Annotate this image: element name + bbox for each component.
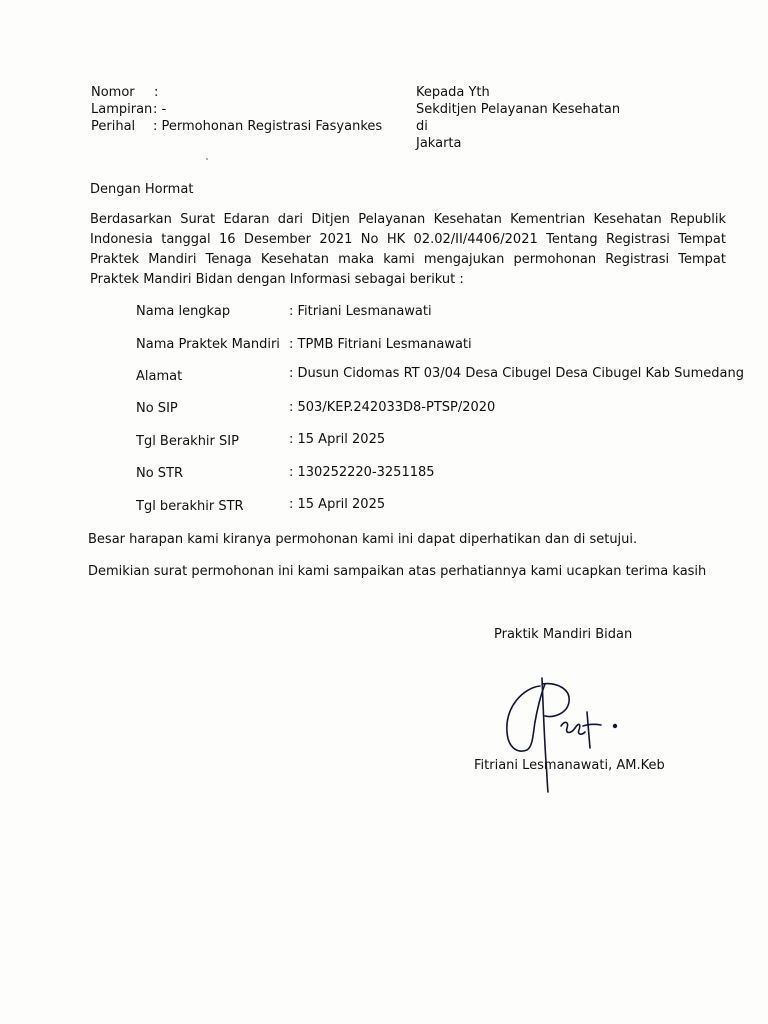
scan-speck xyxy=(206,158,208,160)
closing-line-2: Demikian surat permohonan ini kami sampaikan atas perhatiannya kami ucapkan terima kasih xyxy=(88,564,707,579)
recipient-line-2: Sekditjen Pelayanan Kesehatan xyxy=(416,102,621,117)
detail-value-tgl-berakhir-sip: : 15 April 2025 xyxy=(289,432,386,447)
signature-title: Praktik Mandiri Bidan xyxy=(494,627,633,642)
detail-label-nama-lengkap: Nama lengkap xyxy=(136,304,231,319)
detail-value-nama-lengkap: : Fitriani Lesmanawati xyxy=(289,304,432,319)
detail-value-no-str: : 130252220-3251185 xyxy=(289,465,435,480)
nomor-label: Nomor xyxy=(91,85,135,100)
detail-label-no-sip: No SIP xyxy=(136,401,178,416)
detail-label-nama-praktek: Nama Praktek Mandiri xyxy=(136,337,280,352)
handwritten-signature xyxy=(495,672,635,802)
detail-label-no-str: No STR xyxy=(136,466,184,481)
recipient-line-4: Jakarta xyxy=(416,136,462,151)
perihal-label: Perihal xyxy=(91,119,136,134)
closing-line-1: Besar harapan kami kiranya permohonan kami ini dapat diperhatikan dan di setujui. xyxy=(88,532,638,547)
intro-paragraph: Berdasarkan Surat Edaran dari Ditjen Pelayanan Kesehatan Kementrian Kesehatan Republik Indonesia tanggal 16 Desember 2021 No HK 02.02/II/4406/2021 Tentang Registrasi Tempat Praktek Mandiri Tenaga Kesehatan maka kami mengajukan permohonan Registrasi Tempat Praktek Mandiri Bidan dengan Informasi sebagai berikut : xyxy=(90,212,726,287)
detail-label-alamat: Alamat xyxy=(136,369,183,384)
detail-label-tgl-berakhir-sip: Tgl Berakhir SIP xyxy=(136,434,239,449)
detail-value-tgl-berakhir-str: : 15 April 2025 xyxy=(289,497,386,512)
perihal-value: : Permohonan Registrasi Fasyankes xyxy=(153,119,383,134)
salutation: Dengan Hormat xyxy=(90,182,194,197)
nomor-value: : xyxy=(154,85,159,100)
lampiran-value: : - xyxy=(153,102,167,117)
lampiran-label: Lampiran xyxy=(91,102,153,117)
detail-label-tgl-berakhir-str: Tgl berakhir STR xyxy=(136,499,244,514)
detail-value-alamat: : Dusun Cidomas RT 03/04 Desa Cibugel Desa Cibugel Kab Sumedang xyxy=(289,366,744,381)
signatory-name: Fitriani Lesmanawati, AM.Keb xyxy=(474,758,665,773)
recipient-line-1: Kepada Yth xyxy=(416,85,490,100)
detail-value-nama-praktek: : TPMB Fitriani Lesmanawati xyxy=(289,337,472,352)
recipient-line-3: di xyxy=(416,119,428,134)
detail-value-no-sip: : 503/KEP.242033D8-PTSP/2020 xyxy=(289,400,496,415)
